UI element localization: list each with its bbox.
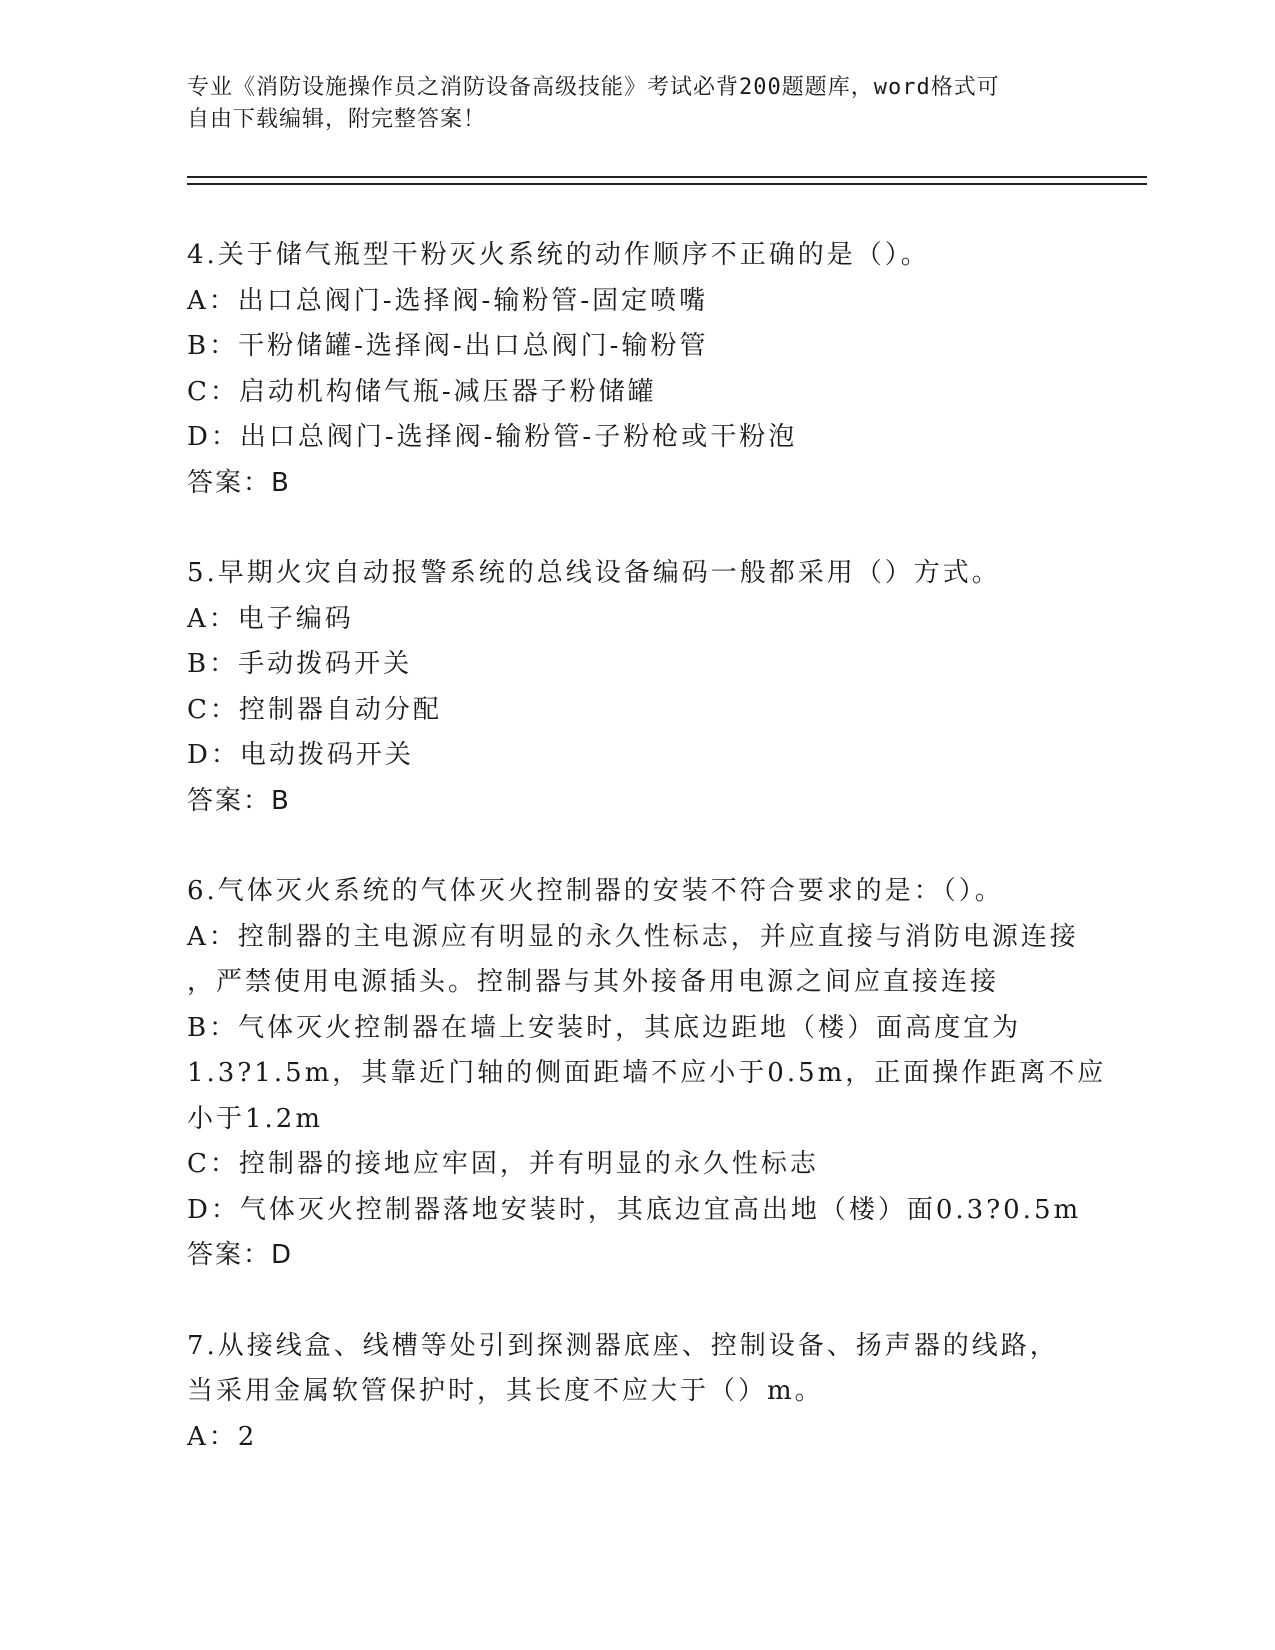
option-a: A：出口总阀门-选择阀-输粉管-固定喷嘴	[187, 285, 709, 316]
option-a: A：控制器的主电源应有明显的永久性标志，并应直接与消防电源连接	[187, 921, 1079, 952]
question-spacer	[187, 824, 1087, 869]
answer-text: 答案：D	[187, 1240, 294, 1270]
question-block	[187, 233, 1087, 506]
header-divider-bottom	[187, 183, 1147, 185]
question-text: 6.气体灭火系统的气体灭火控制器的安装不符合要求的是：（）。	[187, 876, 1004, 906]
option-c: C：启动机构储气瓶-减压器子粉储罐	[187, 376, 657, 407]
question-text-continued: 当采用金属软管保护时，其长度不应大于（）m。	[187, 1376, 824, 1406]
option-d: D：气体灭火控制器落地安装时，其底边宜高出地（楼）面0.3?0.5m	[187, 1194, 1082, 1225]
header-line-1: 专业《消防设施操作员之消防设备高级技能》考试必背200题题库，word格式可	[187, 75, 1000, 100]
question-spacer	[187, 1279, 1087, 1324]
option-b: B：干粉储罐-选择阀-出口总阀门-输粉管	[187, 331, 709, 361]
option-c: C：控制器的接地应牢固，并有明显的永久性标志	[187, 1149, 819, 1179]
option-d: D：电动拨码开关	[187, 740, 414, 770]
question-list	[187, 233, 1107, 1460]
answer-text: 答案：B	[187, 467, 291, 498]
document-header	[187, 72, 1087, 136]
option-d: D：出口总阀门-选择阀-输粉管-子粉枪或干粉泡	[187, 422, 798, 452]
option-a-continued: ，严禁使用电源插头。控制器与其外接备用电源之间应直接连接	[187, 967, 1000, 997]
question-text: 7.从接线盒、线槽等处引到探测器底座、控制设备、扬声器的线路，	[187, 1330, 1059, 1361]
answer-text: 答案：B	[187, 785, 291, 816]
option-b-continued: 1.3?1.5m，其靠近门轴的侧面距墙不应小于0.5m，正面操作距离不应	[187, 1058, 1107, 1088]
option-b: B：气体灭火控制器在墙上安装时，其底边距地（楼）面高度宜为	[187, 1012, 1022, 1043]
header-divider-top	[187, 176, 1147, 178]
option-b: B：手动拨码开关	[187, 649, 413, 679]
question-block	[187, 551, 1087, 824]
header-line-2: 自由下载编辑，附完整答案！	[187, 107, 487, 132]
question-spacer	[187, 506, 1087, 551]
question-text: 5.早期火灾自动报警系统的总线设备编码一般都采用（）方式。	[187, 558, 1001, 588]
question-block	[187, 1324, 1087, 1461]
question-block	[187, 869, 1107, 1279]
option-c: C：控制器自动分配	[187, 694, 442, 725]
question-text: 4.关于储气瓶型干粉灭火系统的动作顺序不正确的是（）。	[187, 240, 930, 270]
option-b-continued: 小于1.2m	[187, 1103, 324, 1134]
option-a: A：电子编码	[187, 603, 354, 634]
option-a: A：2	[187, 1421, 258, 1452]
